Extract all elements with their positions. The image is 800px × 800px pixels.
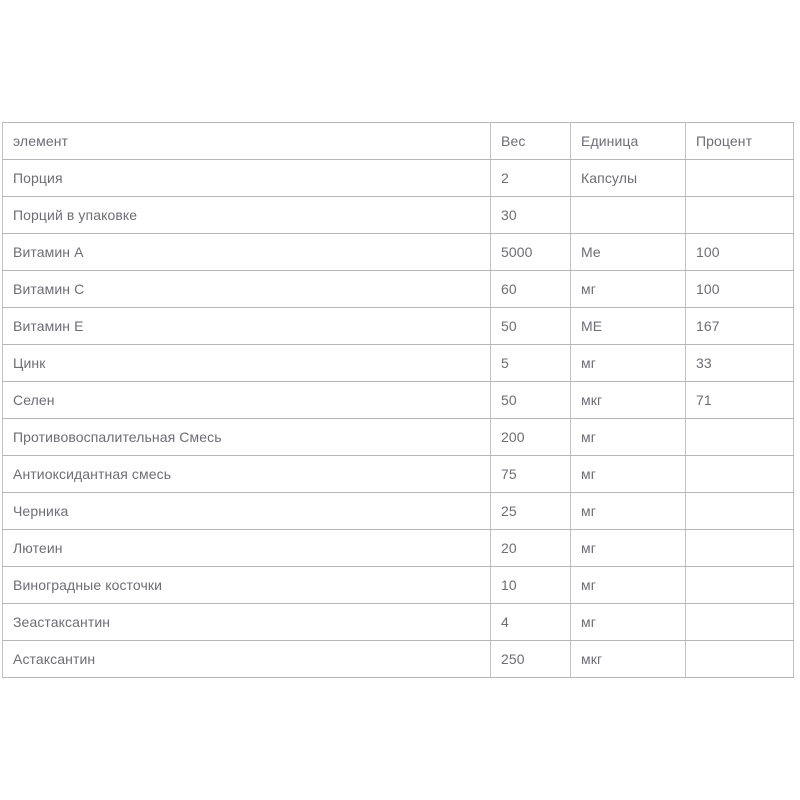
table-cell: [686, 641, 794, 678]
table-row: [3, 197, 794, 234]
table-row: [3, 419, 794, 456]
table-cell: 100: [686, 271, 794, 308]
table-row: [3, 530, 794, 567]
table-cell: Витамин А: [3, 234, 491, 271]
table-cell: Виноградные косточки: [3, 567, 491, 604]
table-body: [3, 160, 794, 678]
table-cell: [686, 604, 794, 641]
table-cell: 5000: [491, 234, 571, 271]
table-cell: мкг: [571, 641, 686, 678]
table-cell: Зеастаксантин: [3, 604, 491, 641]
table-cell: Витамин Е: [3, 308, 491, 345]
table-row: [3, 567, 794, 604]
header-row: [3, 123, 794, 160]
column-header-weight: Вес: [491, 123, 571, 160]
table-cell: 50: [491, 382, 571, 419]
table-row: [3, 160, 794, 197]
table-cell: мг: [571, 604, 686, 641]
table-cell: 71: [686, 382, 794, 419]
table-row: [3, 271, 794, 308]
table-cell: мг: [571, 419, 686, 456]
table-cell: Противовоспалительная Смесь: [3, 419, 491, 456]
supplement-facts-table: [2, 122, 794, 678]
table-cell: мг: [571, 456, 686, 493]
table-cell: мг: [571, 530, 686, 567]
column-header-element: элемент: [3, 123, 491, 160]
table-cell: 20: [491, 530, 571, 567]
table-cell: 50: [491, 308, 571, 345]
table-row: [3, 456, 794, 493]
table-cell: [686, 493, 794, 530]
table-cell: [686, 530, 794, 567]
table-cell: Лютеин: [3, 530, 491, 567]
table-cell: 200: [491, 419, 571, 456]
table-cell: [686, 567, 794, 604]
table-row: [3, 493, 794, 530]
table-cell: Астаксантин: [3, 641, 491, 678]
table-header: [3, 123, 794, 160]
table-cell: 2: [491, 160, 571, 197]
column-header-percent: Процент: [686, 123, 794, 160]
table-cell: [686, 456, 794, 493]
table-cell: 60: [491, 271, 571, 308]
table-cell: МЕ: [571, 308, 686, 345]
table-cell: [686, 197, 794, 234]
table-cell: мг: [571, 493, 686, 530]
column-header-unit: Единица: [571, 123, 686, 160]
table-cell: 100: [686, 234, 794, 271]
table-row: [3, 641, 794, 678]
table-row: [3, 345, 794, 382]
table-row: [3, 234, 794, 271]
table-cell: Капсулы: [571, 160, 686, 197]
table-cell: 4: [491, 604, 571, 641]
table-cell: Антиоксидантная смесь: [3, 456, 491, 493]
table-cell: 5: [491, 345, 571, 382]
table-cell: 30: [491, 197, 571, 234]
table-cell: Цинк: [3, 345, 491, 382]
table-cell: мг: [571, 271, 686, 308]
table-cell: мг: [571, 567, 686, 604]
table-cell: 10: [491, 567, 571, 604]
table-row: [3, 604, 794, 641]
table-cell: [686, 419, 794, 456]
table-cell: 75: [491, 456, 571, 493]
table-row: [3, 308, 794, 345]
table-cell: мг: [571, 345, 686, 382]
table-cell: Порций в упаковке: [3, 197, 491, 234]
table-row: [3, 382, 794, 419]
table-cell: Порция: [3, 160, 491, 197]
table-cell: 167: [686, 308, 794, 345]
table-cell: [686, 160, 794, 197]
table-cell: [571, 197, 686, 234]
table-cell: Ме: [571, 234, 686, 271]
table-cell: 33: [686, 345, 794, 382]
table-cell: 25: [491, 493, 571, 530]
table-cell: 250: [491, 641, 571, 678]
table-cell: Витамин С: [3, 271, 491, 308]
table-cell: Черника: [3, 493, 491, 530]
table-cell: Селен: [3, 382, 491, 419]
table-cell: мкг: [571, 382, 686, 419]
